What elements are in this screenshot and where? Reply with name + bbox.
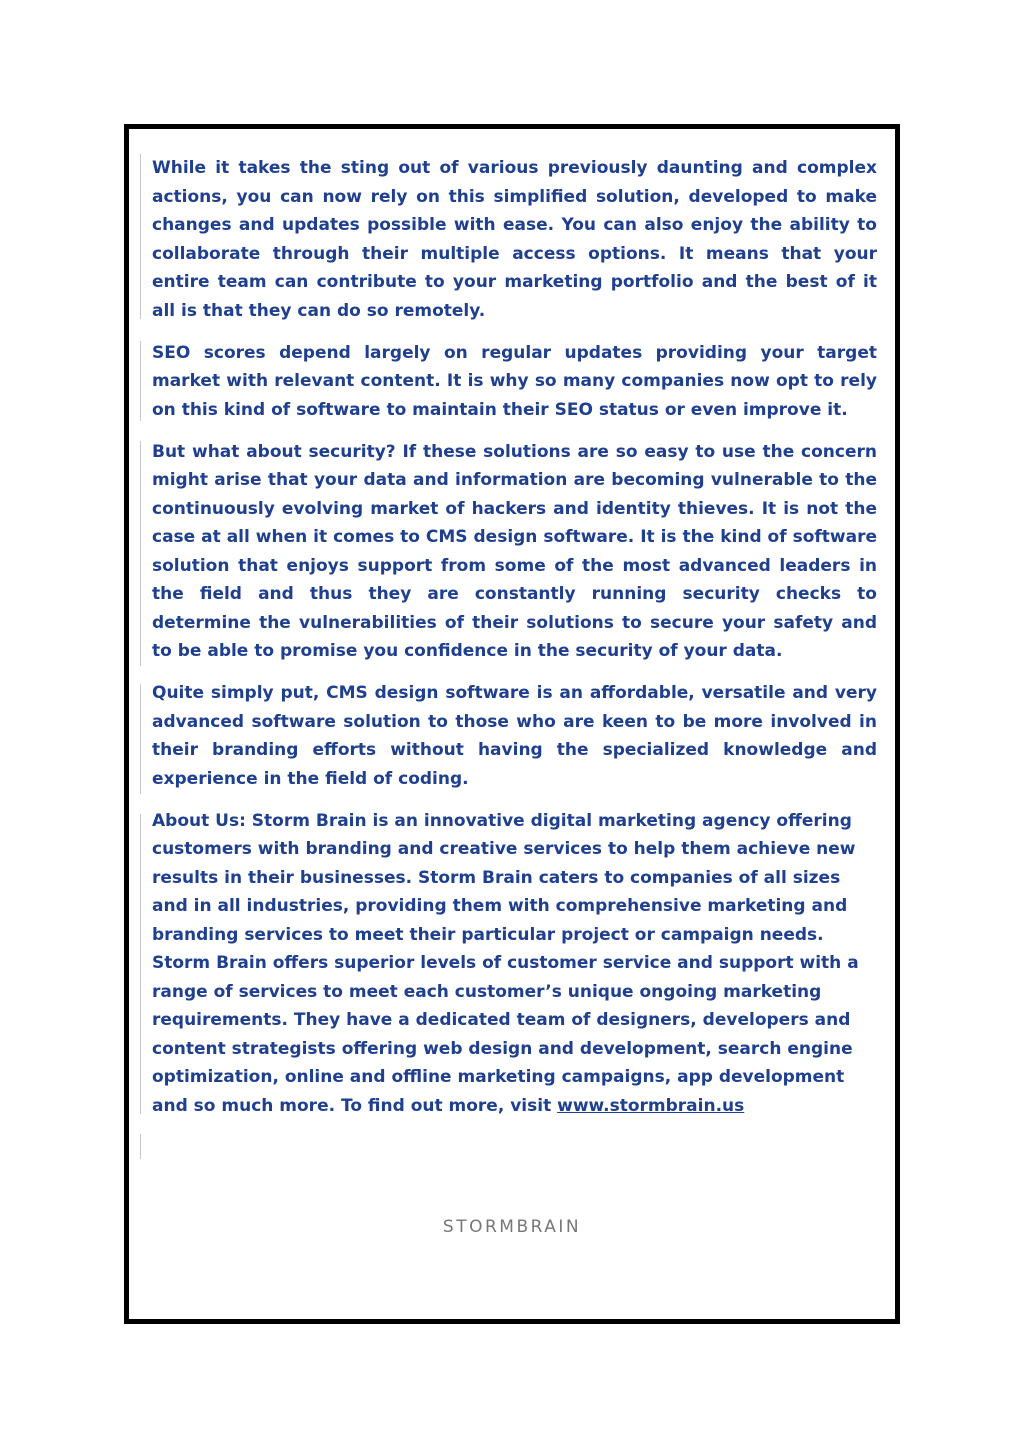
page-frame (124, 124, 900, 1324)
left-margin-rule (140, 341, 141, 421)
left-margin-rule (140, 814, 141, 1114)
left-margin-rule (140, 154, 141, 319)
paragraph-security: But what about security? If these solutions are so easy to use the concern might arise that your data and information are becoming vulnerable to the continuously evolving market of hackers and identity thieves. It is not the case at all when it comes to CMS design software. It is the kind of software solution that enjoys support from some of the most advanced leaders in the field and thus they are constantly running security checks to determine the vulnerabilities of their solutions to secure your safety and to be able to promise you confidence in the security of your data. (152, 441, 877, 661)
paragraph-summary: Quite simply put, CMS design software is an affordable, versatile and very advanced software solution to those who are keen to be more involved in their branding efforts without having the specialized knowledge and experience in the field of coding. (152, 683, 877, 789)
left-margin-rule (140, 441, 141, 666)
about-us-paragraph (152, 807, 877, 1121)
paragraph-seo: SEO scores depend largely on regular updates providing your target market with relevant content. It is why so many companies now opt to rely on this kind of software to maintain their SEO status or even improve it. (152, 342, 877, 420)
website-link[interactable]: www.stormbrain.us (557, 1095, 745, 1116)
about-us-text: About Us: Storm Brain is an innovative digital marketing agency offering customers with branding and creative services to help them achieve new results in their businesses. Storm Brain caters to companies of all sizes and in all industries, providing them with comprehensive marketing and branding services to meet their particular project or campaign needs. Storm Brain offers superior levels of customer service and support with a range of services to meet each customer’s unique ongoing marketing requirements. They have a dedicated team of designers, developers and content strategists offering web design and development, search engine optimization, online and offline marketing campaigns, app development and so much more. To find out more, visit (152, 810, 859, 1116)
document-body (152, 154, 877, 1134)
paragraph-collaboration: While it takes the sting out of various previously daunting and complex actions, you can now rely on this simplified solution, developed to make changes and updates possible with ease. You can also enjoy the ability to collaborate through their multiple access options. It means that your entire team can contribute to your marketing portfolio and the best of it all is that they can do so remotely. (152, 158, 877, 321)
left-margin-rule (140, 1134, 141, 1159)
stormbrain-logo: STORMBRAIN (442, 1217, 582, 1237)
left-margin-rule (140, 684, 141, 794)
